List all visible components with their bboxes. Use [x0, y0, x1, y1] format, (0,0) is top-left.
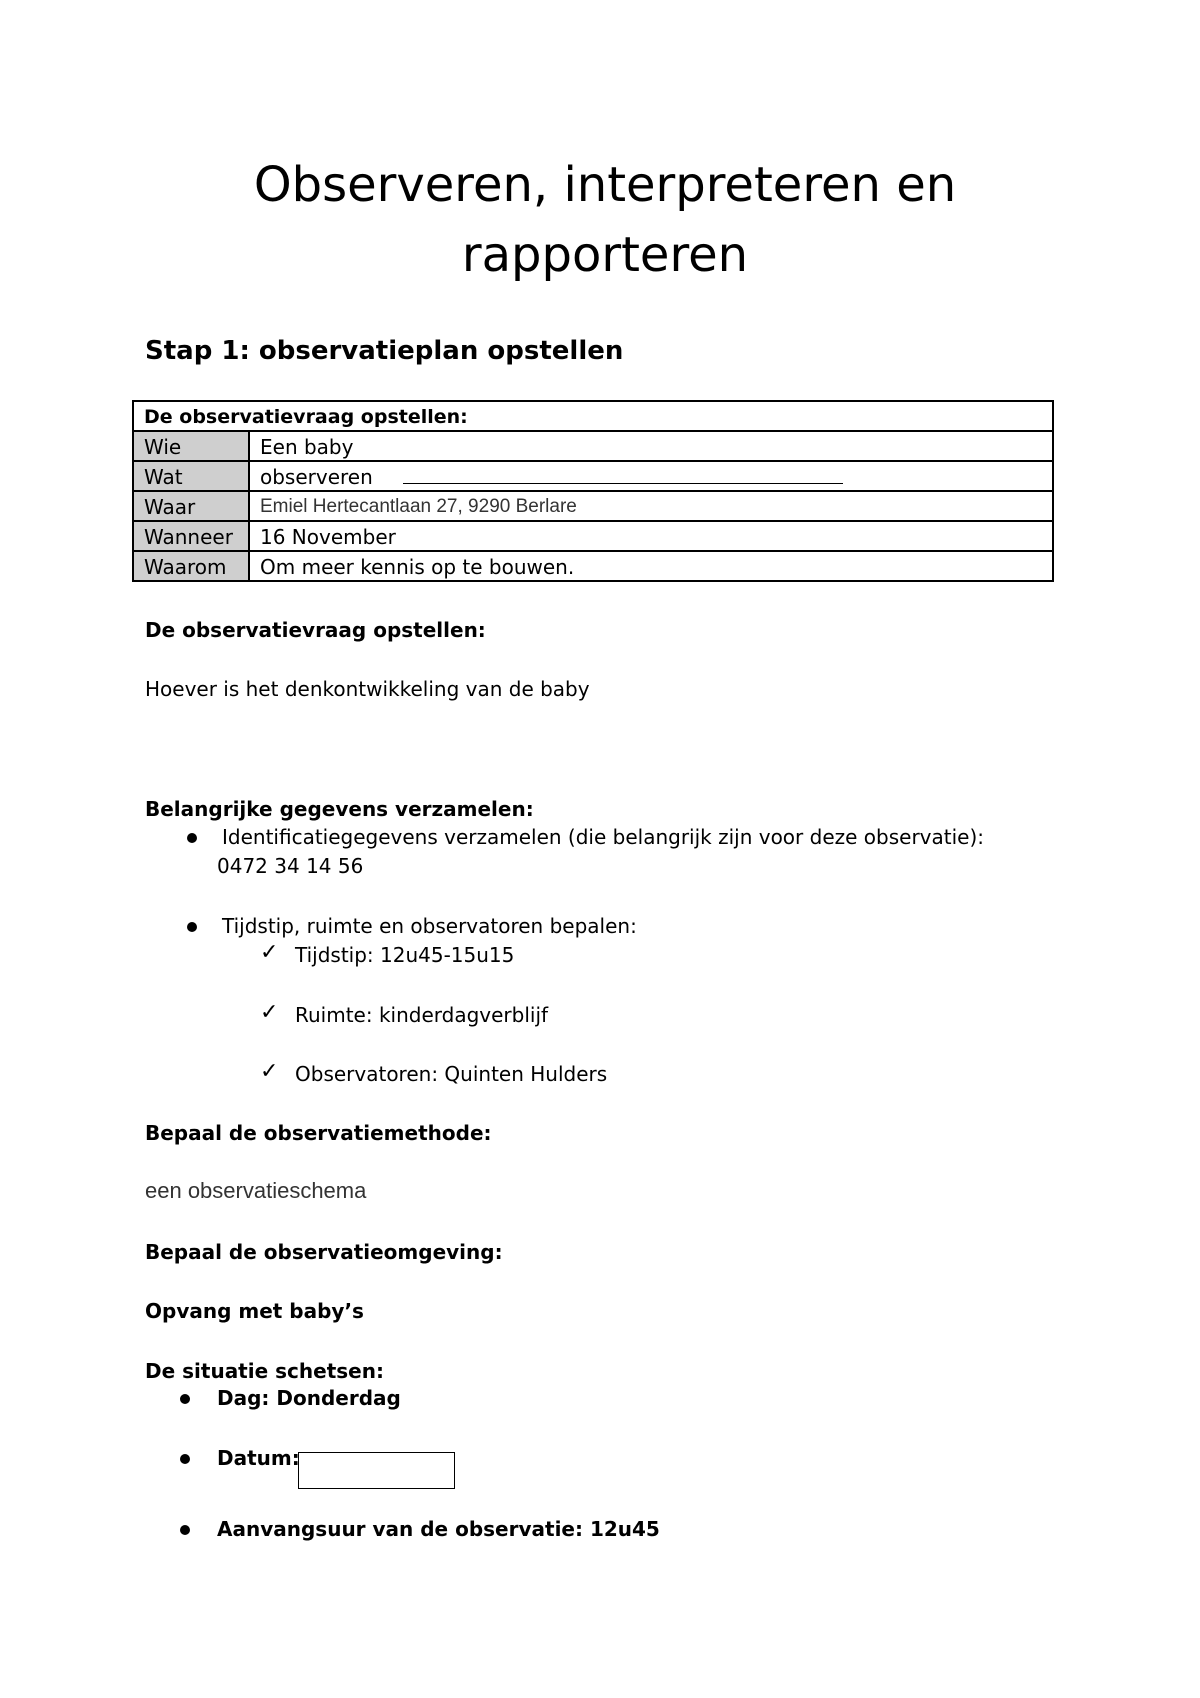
row-value-wie: Een baby — [249, 431, 1053, 461]
table-header-cell: De observatievraag opstellen: — [133, 401, 1053, 431]
method-heading: Bepaal de observatiemethode: — [145, 1121, 492, 1145]
bullet-icon — [187, 922, 197, 932]
row-value-waar: Emiel Hertecantlaan 27, 9290 Berlare — [249, 491, 1053, 521]
situation-heading: De situatie schetsen: — [145, 1359, 384, 1383]
bullet-icon — [180, 1394, 190, 1404]
row-key-wanneer: Wanneer — [133, 521, 249, 551]
table-header-row — [133, 401, 1053, 431]
data-collection-heading: Belangrijke gegevens verzamelen: — [145, 797, 534, 821]
bullet-icon — [180, 1454, 190, 1464]
row-key-waarom: Waarom — [133, 551, 249, 581]
checkmark-icon: ✓ — [260, 1059, 279, 1084]
identification-item: Identificatiegegevens verzamelen (die belangrijk zijn voor deze observatie): — [222, 825, 985, 849]
table-row — [133, 431, 1053, 461]
environment-value: Opvang met baby’s — [145, 1299, 364, 1323]
row-key-wie: Wie — [133, 431, 249, 461]
date-field[interactable] — [298, 1452, 455, 1489]
row-key-wat: Wat — [133, 461, 249, 491]
situation-date-label: Datum: — [217, 1446, 300, 1470]
observation-plan-table — [132, 400, 1054, 582]
question-heading: De observatievraag opstellen: — [145, 618, 486, 642]
checkmark-icon: ✓ — [260, 940, 279, 965]
row-value-wat-text: observeren — [260, 465, 373, 489]
row-value-wanneer: 16 November — [249, 521, 1053, 551]
situation-start-time: Aanvangsuur van de observatie: 12u45 — [217, 1517, 660, 1541]
table-row — [133, 551, 1053, 581]
bullet-icon — [187, 833, 197, 843]
method-value: een observatieschema — [145, 1178, 367, 1203]
environment-heading: Bepaal de observatieomgeving: — [145, 1240, 503, 1264]
table-row — [133, 491, 1053, 521]
checkmark-icon: ✓ — [260, 1000, 279, 1025]
title-line-2: rapporteren — [461, 227, 749, 283]
title-line-1: Observeren, interpreteren en — [253, 157, 957, 213]
time-space-item: Tijdstip, ruimte en observatoren bepalen: — [222, 914, 637, 938]
check-item-ruimte: Ruimte: kinderdagverblijf — [295, 1003, 549, 1027]
fill-line — [403, 469, 843, 484]
row-value-wat — [249, 461, 1053, 491]
step-heading: Stap 1: observatieplan opstellen — [145, 336, 624, 366]
question-text: Hoever is het denkontwikkeling van de baby — [145, 677, 590, 701]
check-item-tijdstip: Tijdstip: 12u45-15u15 — [295, 943, 515, 967]
identification-value: 0472 34 14 56 — [217, 854, 364, 878]
check-item-observatoren: Observatoren: Quinten Hulders — [295, 1062, 608, 1086]
situation-day: Dag: Donderdag — [217, 1386, 401, 1410]
table-row — [133, 461, 1053, 491]
row-key-waar: Waar — [133, 491, 249, 521]
bullet-icon — [180, 1525, 190, 1535]
table-row — [133, 521, 1053, 551]
document-title — [0, 150, 1200, 290]
row-value-waarom: Om meer kennis op te bouwen. — [249, 551, 1053, 581]
